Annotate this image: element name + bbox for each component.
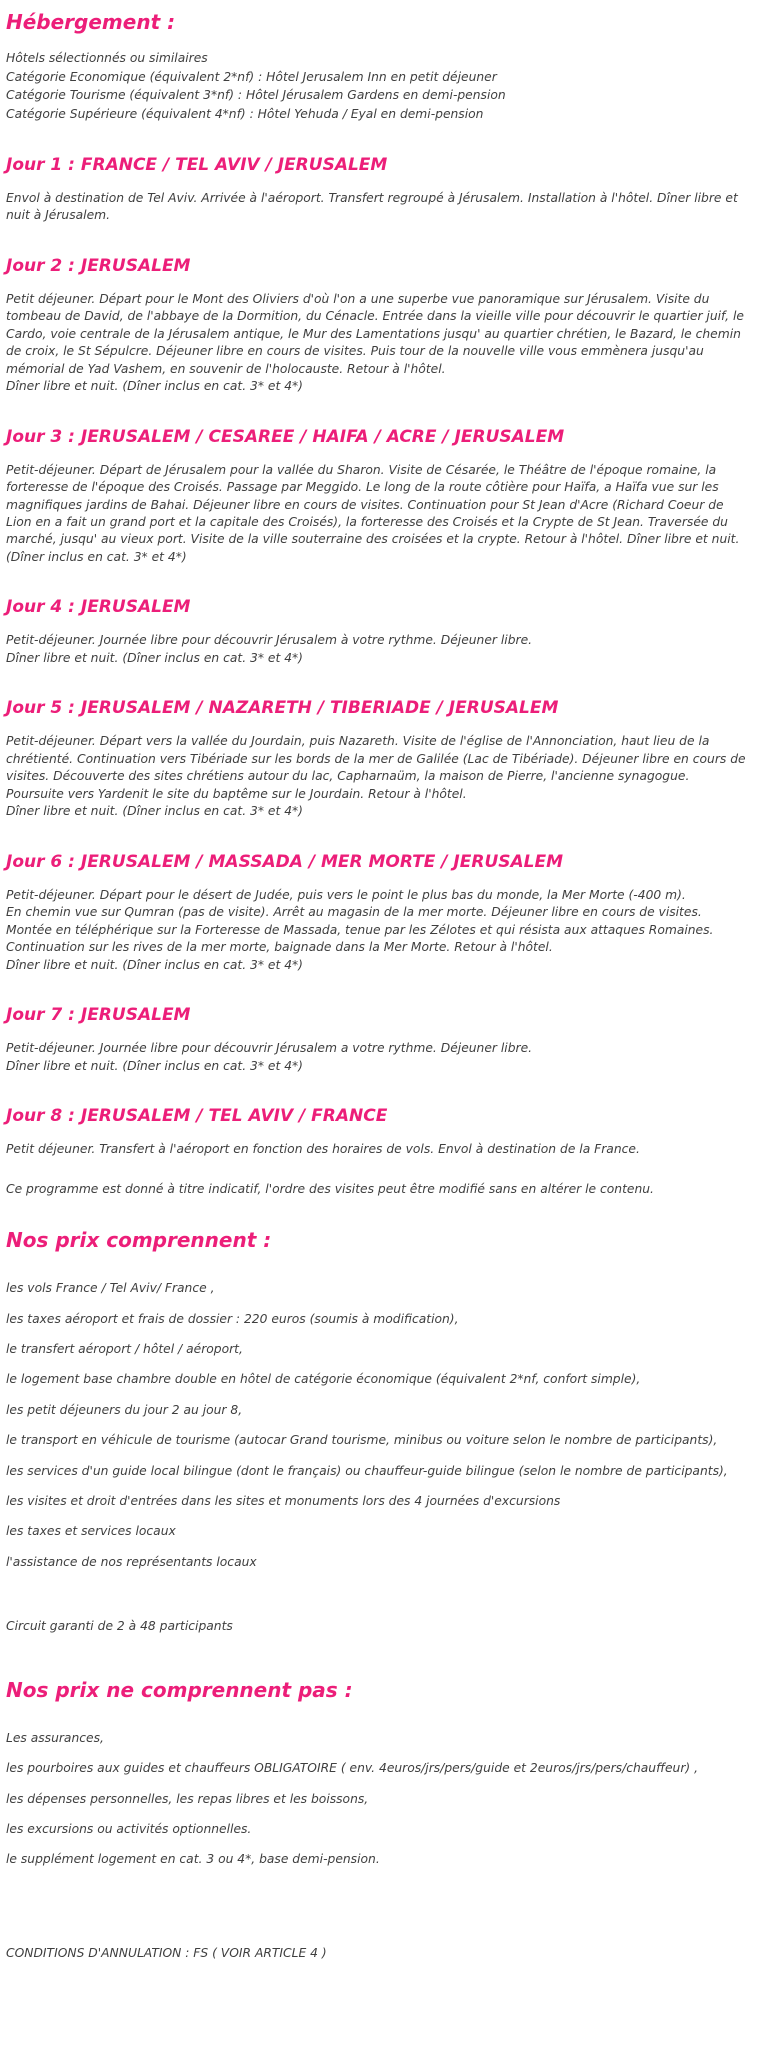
spacer: [6, 1703, 746, 1717]
spacer: [6, 1198, 746, 1228]
included-item: les petit déjeuners du jour 2 au jour 8,: [6, 1402, 243, 1417]
spacer: [6, 1026, 746, 1040]
included-item: les services d'un guide local bilingue (dont le français) ou chauffeur-guide bilingue (selon le nombre de participants),: [6, 1463, 728, 1478]
not-included-item: le supplément logement en cat. 3 ou 4*, base demi-pension.: [6, 1852, 380, 1867]
top-spacer: [6, 0, 746, 10]
day-title: Jour 2 : JERUSALEM: [6, 255, 191, 276]
spacer: [6, 124, 746, 154]
spacer: [6, 176, 746, 190]
spacer: [6, 277, 746, 291]
day-paragraph: Petit-déjeuner. Départ pour le désert de Judée, puis vers le point le plus bas du monde, la Mer Morte (-400 m).: [6, 887, 686, 902]
spacer: [6, 1648, 746, 1678]
day-paragraph: Dîner libre et nuit. (Dîner inclus en cat. 3* et 4*): [6, 804, 303, 819]
spacer: [6, 667, 746, 697]
day-paragraph: Petit déjeuner. Transfert à l'aéroport en fonction des horaires de vols. Envol à destination de la France.: [6, 1142, 640, 1157]
included-item: les taxes et services locaux: [6, 1524, 176, 1539]
included-note: Circuit garanti de 2 à 48 participants: [6, 1619, 233, 1634]
day-paragraph: Dîner libre et nuit. (Dîner inclus en cat. 3* et 4*): [6, 1058, 303, 1073]
included-item: les vols France / Tel Aviv/ France ,: [6, 1281, 215, 1296]
day-title: Jour 7 : JERUSALEM: [6, 1005, 191, 1026]
day-section-6: [6, 851, 746, 974]
day-paragraph: En chemin vue sur Qumran (pas de visite). Arrêt au magasin de la mer morte. Déjeuner libre en cours de visites. Montée en téléphérique sur la Forteresse de Massada, tenue par les Zélotes et qui résista aux attaques Romaines. Continuation sur les rives de la mer morte, baignade dans la Mer Morte. Retour à l'hôtel.: [6, 905, 714, 955]
day-paragraph: Petit déjeuner. Départ pour le Mont des Oliviers d'où l'on a une superbe vue panoramique sur Jérusalem. Visite du tombeau de David, de l'abbaye de la Dormition, du Cénacle. Entrée dans la vieille ville pour découvrir le quartier juif, le Cardo, voie centrale de la Jérusalem antique, le Mur des Lamentations jusqu' au quartier chrétien, le Bazard, le chemin de croix, le St Sépulcre. Déjeuner libre en cours de visites. Puis tour de la nouvelle ville vous emmènera jusqu'au mémorial de Yad Vashem, en souvenir de l'holocauste. Retour à l'hôtel.: [6, 291, 744, 376]
spacer: [6, 225, 746, 255]
accommodation-line: Catégorie Economique (équivalent 2*nf) : Hôtel Jerusalem Inn en petit déjeuner: [6, 69, 497, 84]
included-title: Nos prix comprennent :: [6, 1228, 272, 1253]
spacer: [6, 719, 746, 733]
spacer: [6, 1075, 746, 1105]
accommodation-lines: [6, 49, 746, 124]
spacer: [6, 448, 746, 462]
spacer: [6, 974, 746, 1004]
spacer: [6, 396, 746, 426]
not-included-item: les excursions ou activités optionnelles.: [6, 1822, 252, 1837]
day-paragraph: Petit-déjeuner. Journée libre pour découvrir Jérusalem à votre rythme. Déjeuner libre.: [6, 633, 533, 648]
accommodation-title: Hébergement :: [6, 10, 176, 34]
day-paragraph: Petit-déjeuner. Journée libre pour découvrir Jérusalem a votre rythme. Déjeuner libre.: [6, 1041, 533, 1056]
day-paragraph: Petit-déjeuner. Départ vers la vallée du Jourdain, puis Nazareth. Visite de l'église de l'Annonciation, haut lieu de la chrétienté. Continuation vers Tibériade sur les bords de la mer de Galilée (Lac de Tibériade). Déjeuner libre en cours de visites. Découverte des sites chrétiens autour du lac, Capharnaüm, la maison de Pierre, l'ancienne synagogue. Poursuite vers Yardenit le site du baptême sur le Jourdain. Retour à l'hôtel.: [6, 734, 746, 801]
spacer: [6, 873, 746, 887]
program-note: Ce programme est donné à titre indicatif, l'ordre des visites peut être modifié sans en altérer le contenu.: [6, 1181, 654, 1196]
day-section-4: [6, 596, 746, 667]
spacer: [6, 618, 746, 632]
day-title: Jour 4 : JERUSALEM: [6, 597, 191, 618]
day-section-8: [6, 1105, 746, 1159]
not-included-title: Nos prix ne comprennent pas :: [6, 1677, 353, 1702]
day-paragraph: Petit-déjeuner. Départ de Jérusalem pour la vallée du Sharon. Visite de Césarée, le Théâtre de l'époque romaine, la forteresse de l'époque des Croisés. Passage par Meggido. Le long de la route côtière pour Haïfa, a Haïfa vue sur les magnifiques jardins de Bahai. Déjeuner libre en cours de visites. Continuation pour St Jean d'Acre (Richard Coeur de Lion en a fait un grand port et la capitale des Croisés), la forteresse des Croisés et la Crypte de St Jean. Traversée du marché, jusqu' au vieux port. Visite de la ville souterraine des croisées et la crypte. Retour à l'hôtel. Dîner libre et nuit. (Dîner inclus en cat. 3* et 4*): [6, 462, 740, 564]
spacer: [6, 821, 746, 851]
spacer: [6, 1159, 746, 1181]
included-item: l'assistance de nos représentants locaux: [6, 1554, 257, 1569]
day-section-3: [6, 426, 746, 567]
day-section-5: [6, 697, 746, 820]
spacer: [6, 566, 746, 596]
day-title: Jour 8 : JERUSALEM / TEL AVIV / FRANCE: [6, 1106, 388, 1127]
day-title: Jour 6 : JERUSALEM / MASSADA / MER MORTE / JERUSALEM: [6, 851, 564, 872]
included-item: les visites et droit d'entrées dans les sites et monuments lors des 4 journées d'excursions: [6, 1493, 561, 1508]
not-included-item: les pourboires aux guides et chauffeurs OBLIGATOIRE ( env. 4euros/jrs/pers/guide et 2euros/jrs/pers/chauffeur) ,: [6, 1761, 698, 1776]
spacer: [6, 35, 746, 49]
accommodation-section: [6, 10, 746, 124]
not-included-item: les dépenses personnelles, les repas libres et les boissons,: [6, 1791, 369, 1806]
spacer: [6, 1253, 746, 1267]
cancellation-conditions: CONDITIONS D'ANNULATION : FS ( VOIR ARTICLE 4 ): [6, 1946, 327, 1961]
day-title: Jour 5 : JERUSALEM / NAZARETH / TIBERIADE / JERUSALEM: [6, 698, 559, 719]
accommodation-line: Catégorie Supérieure (équivalent 4*nf) : Hôtel Yehuda / Eyal en demi-pension: [6, 107, 484, 122]
included-item: le logement base chambre double en hôtel de catégorie économique (équivalent 2*nf, confort simple),: [6, 1372, 641, 1387]
day-paragraph: Envol à destination de Tel Aviv. Arrivée à l'aéroport. Transfert regroupé à Jérusalem. Installation à l'hôtel. Dîner libre et nuit à Jérusalem.: [6, 190, 738, 223]
day-paragraph: Dîner libre et nuit. (Dîner inclus en cat. 3* et 4*): [6, 379, 303, 394]
spacer: [6, 1127, 746, 1141]
day-paragraph: Dîner libre et nuit. (Dîner inclus en cat. 3* et 4*): [6, 957, 303, 972]
spacer: [6, 1583, 746, 1605]
day-title: Jour 3 : JERUSALEM / CESAREE / HAIFA / ACRE / JERUSALEM: [6, 426, 565, 447]
day-section-2: [6, 255, 746, 396]
spacer: [6, 1881, 746, 1911]
accommodation-line: Hôtels sélectionnés ou similaires: [6, 51, 208, 65]
included-section: [6, 1228, 746, 1635]
not-included-section: [6, 1678, 746, 1869]
included-item: le transport en véhicule de tourisme (autocar Grand tourisme, minibus ou voiture selon le nombre de participants),: [6, 1433, 718, 1448]
day-title: Jour 1 : FRANCE / TEL AVIV / JERUSALEM: [6, 154, 388, 175]
not-included-item: Les assurances,: [6, 1730, 104, 1745]
included-item: le transfert aéroport / hôtel / aéroport,: [6, 1342, 243, 1357]
day-paragraph: Dîner libre et nuit. (Dîner inclus en cat. 3* et 4*): [6, 650, 303, 665]
spacer: [6, 1911, 746, 1933]
day-section-7: [6, 1004, 746, 1075]
included-item: les taxes aéroport et frais de dossier : 220 euros (soumis à modification),: [6, 1311, 459, 1326]
day-section-1: [6, 154, 746, 225]
accommodation-line: Catégorie Tourisme (équivalent 3*nf) : Hôtel Jérusalem Gardens en demi-pension: [6, 88, 506, 103]
